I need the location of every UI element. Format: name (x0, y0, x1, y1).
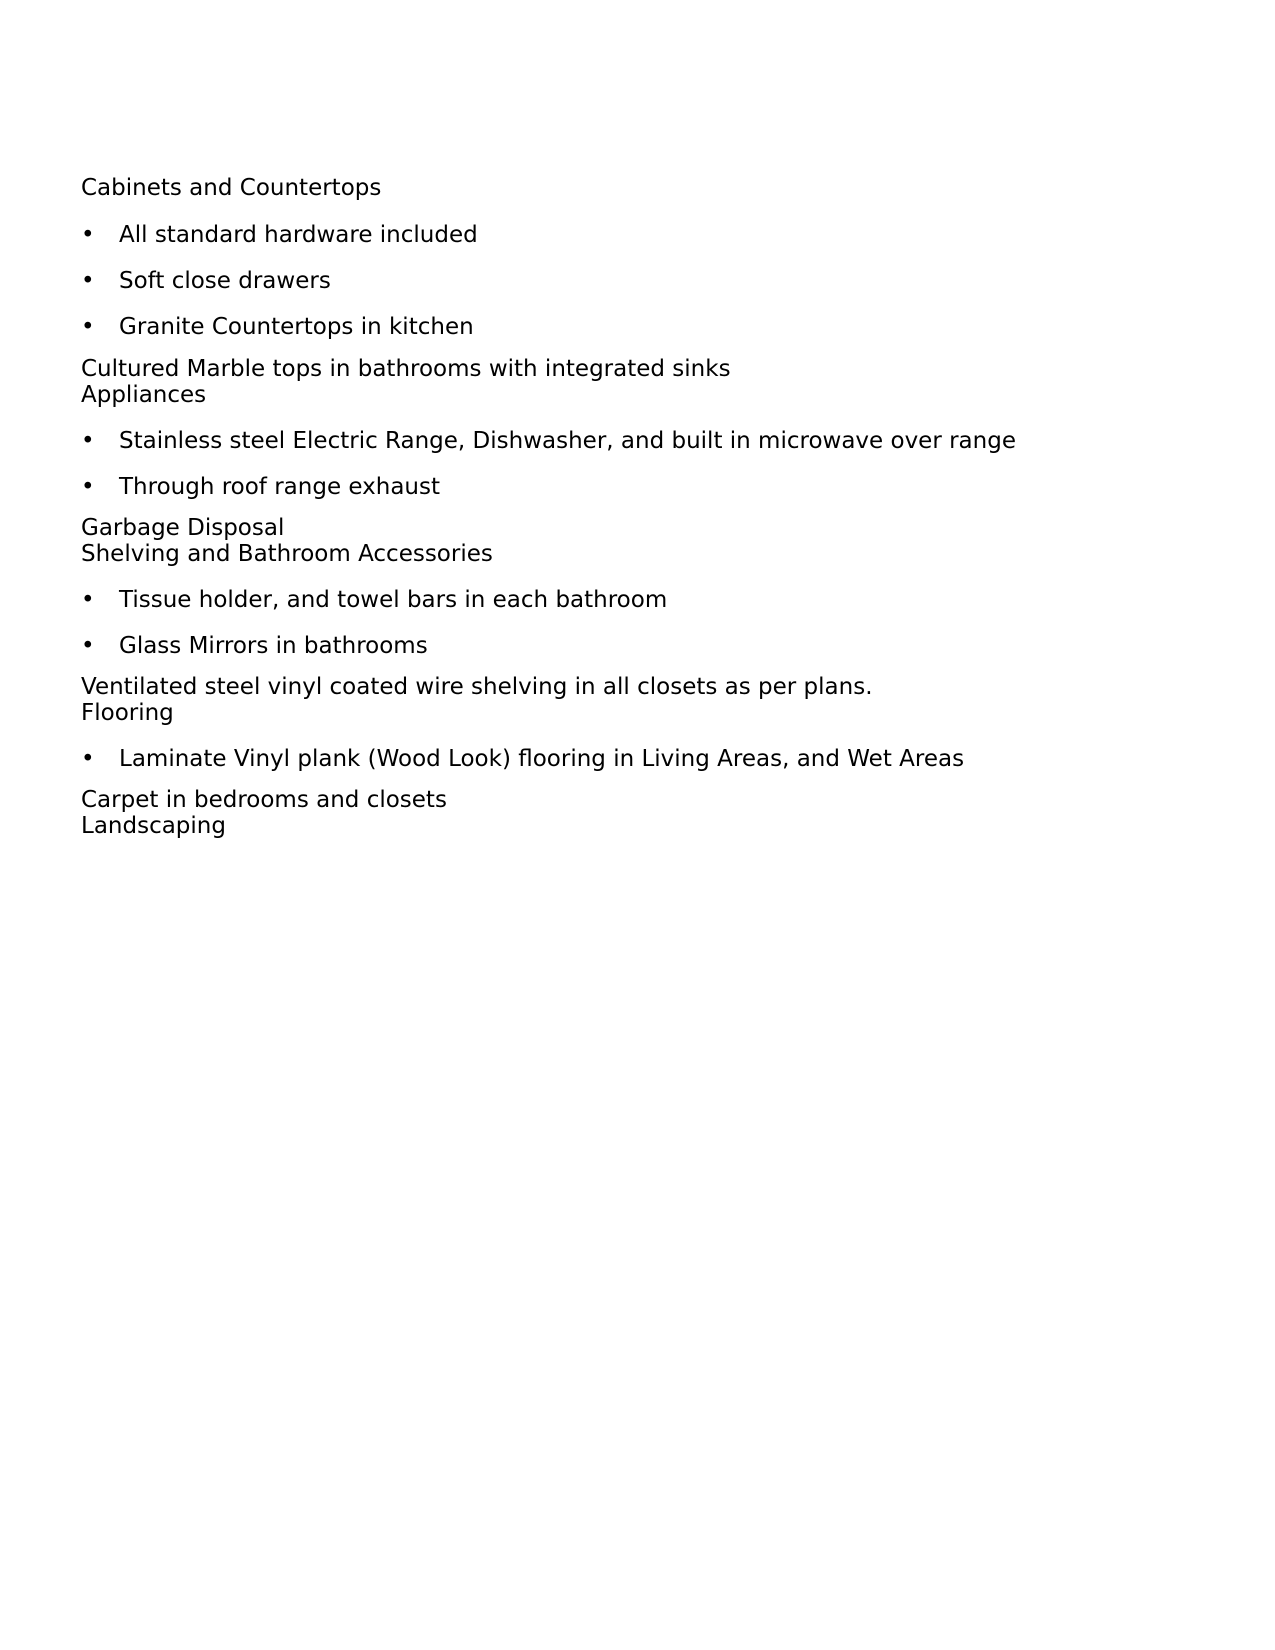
list-item-text: Stainless steel Electric Range, Dishwasher, and built in microwave over range (119, 428, 1016, 454)
section-heading-shelving: Shelving and Bathroom Accessories (81, 541, 493, 567)
bullet-icon: • (81, 633, 95, 659)
paragraph-text: Carpet in bedrooms and closets (81, 787, 447, 813)
section-heading-appliances: Appliances (81, 382, 207, 408)
paragraph-text: Ventilated steel vinyl coated wire shelving in all closets as per plans. (81, 674, 873, 700)
list-item-text: All standard hardware included (119, 222, 478, 248)
list-item-text: Through roof range exhaust (119, 474, 441, 500)
bullet-icon: • (81, 746, 95, 772)
section-heading-cabinets: Cabinets and Countertops (81, 175, 382, 201)
bullet-icon: • (81, 587, 95, 613)
bullet-icon: • (81, 314, 95, 340)
section-heading-flooring: Flooring (81, 700, 174, 726)
list-item-text: Tissue holder, and towel bars in each bathroom (119, 587, 668, 613)
bullet-icon: • (81, 428, 95, 454)
section-heading-landscaping: Landscaping (81, 813, 226, 839)
list-item-text: Soft close drawers (119, 268, 331, 294)
paragraph-text: Garbage Disposal (81, 515, 285, 541)
list-item-text: Granite Countertops in kitchen (119, 314, 474, 340)
list-item-text: Glass Mirrors in bathrooms (119, 633, 428, 659)
paragraph-text: Cultured Marble tops in bathrooms with integrated sinks (81, 356, 731, 382)
list-item-text: Laminate Vinyl plank (Wood Look) flooring in Living Areas, and Wet Areas (119, 746, 965, 772)
bullet-icon: • (81, 222, 95, 248)
bullet-icon: • (81, 474, 95, 500)
bullet-icon: • (81, 268, 95, 294)
